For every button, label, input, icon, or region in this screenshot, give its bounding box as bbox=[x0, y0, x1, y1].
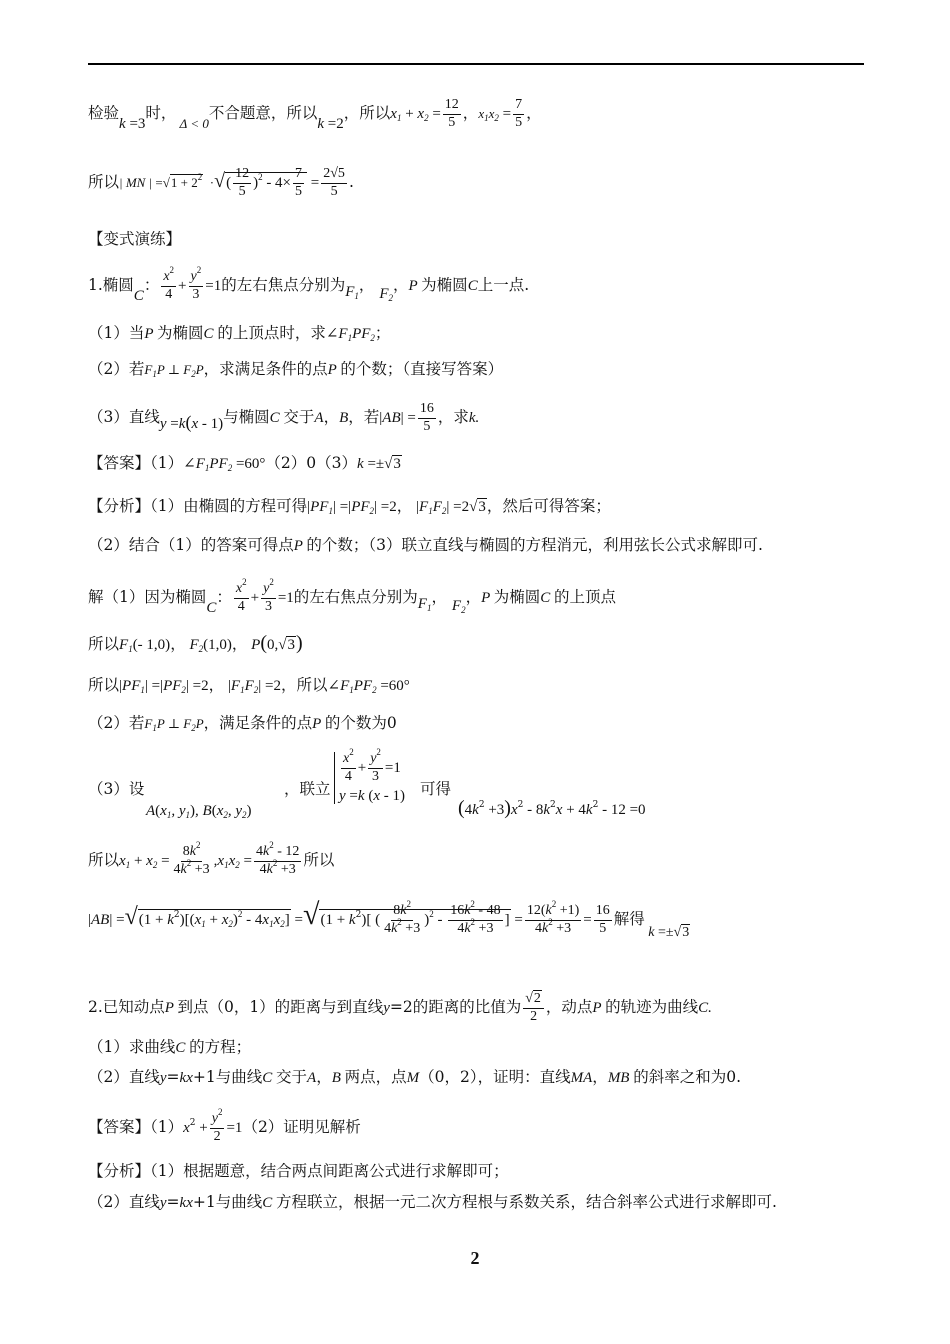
problem-1-answer: 【答案】$(1)\angle F_1PF_2 =60^\circ(2)0(3)k =\pm√3$ bbox=[88, 454, 401, 473]
solution-1-angle: 所以$|PF_1| =|PF_2| =2$， $|F_1F_2| =2$，所以$\angle F_1PF_2 =60^\circ$ bbox=[88, 676, 410, 695]
problem-1-part-3: （3）直线y =k(x - 1)与椭圆C 交于A，B，若|AB| = $\frac{16}{5}$ ，求k. bbox=[88, 401, 480, 434]
problem-2-analysis-2: （2）直线y=kx+1与曲线C 方程联立，根据一元二次方程根与系数关系，结合斜率公式进行求解即可. bbox=[88, 1193, 777, 1211]
problem-2-part-1: （1）求曲线C 的方程； bbox=[88, 1038, 252, 1056]
problem-1-analysis-2: （2）结合（1）的答案可得点P 的个数；（3）联立直线与椭圆的方程消元，利用弦长公式求解即可. bbox=[88, 536, 763, 554]
solution-1-part-2: （2）若$F_1P$ ⊥ $F_2P$，满足条件的点P 的个数为0 bbox=[88, 714, 397, 733]
problem-1-part-1: （1）当P 为椭圆C 的上顶点时，求$\angle F_1PF_2$； bbox=[88, 324, 391, 343]
header-rule bbox=[88, 63, 864, 65]
line-check-k: 检验k =3时， $_{\Delta < 0}$不合题意，所以k =2，所以$x_1 + x_2$ = $\frac{12}{5}$ ，$x_1x_2$ = $\frac{7}{5}$ ， bbox=[88, 97, 542, 133]
problem-2-analysis-1: 【分析】（1）根据题意，结合两点间距离公式进行求解即可； bbox=[88, 1162, 509, 1180]
problem-2-answer: 【答案】$(1)x^2$ + $\frac{y^2}{2}$ =1（2）证明见解析 bbox=[88, 1107, 361, 1144]
page-number: 2 bbox=[470, 1248, 480, 1268]
problem-1-part-2: （2）若$F_1P$ ⊥ $F_2P$，求满足条件的点P 的个数；（直接写答案） bbox=[88, 360, 504, 379]
problem-2-part-2: （2）直线y=kx+1与曲线C 交于A，B 两点，点M（0，2），证明：直线MA，MB 的斜率之和为0. bbox=[88, 1068, 742, 1086]
solution-vieta: 所以$x_1 + x_2$ = $\frac{8k^2}{4k^2 +3}$ $,x_1x_2$ = $\frac{4k^2 - 12}{4k^2 +3}$ 所以 bbox=[88, 840, 335, 877]
solution-1-intro: 解（1）因为椭圆C： $\frac{x^2}{4}$ + $\frac{y^2}{3}$ =1的左右焦点分别为$F_1$， $F_2$，P 为椭圆C 的上顶点 bbox=[88, 577, 617, 617]
problem-2-statement: 2.已知动点P 到点（0，1）的距离与到直线y=2的距离的比值为 $\frac{√2}{2}$ ，动点P 的轨迹为曲线C. bbox=[88, 991, 712, 1024]
line-mn-length: 所以| MN | $=√1 + 2^2$ ·√( $\frac{12}{5}$ )$^2$ - 4× $\frac{7}{5}$ = $\frac{2√5}{5}$ . bbox=[88, 166, 354, 199]
problem-1-statement: 1.椭圆C： $\frac{x^2}{4}$ + $\frac{y^2}{3}$ =1的左右焦点分别为$F_1$， $F_2$，P 为椭圆C上一点. bbox=[88, 265, 530, 305]
problem-1-analysis: 【分析】（1）由椭圆的方程可得$|PF_1| =|PF_2| =2$， $|F_1F_2| =2√3$，然后可得答案； bbox=[88, 497, 611, 516]
solution-1-coordinates: 所以$F_1(-$ 1,0)， $F_2(1,0)$， P(0,√3) bbox=[88, 632, 303, 654]
solution-chord-length: $|AB| =√(1 + k^2)[(x_1 + x_2)^2 - 4x_1x_2] =√(1 + k^2)$[ ( $\frac{8k^2}{4k^2 +3}$ )$^2$ - $\frac{16k^2 - 48}{4k^2 +3}$ ] = $\frac{12(k^2 +1)}{4k^2 +3}$ = $\frac{16}{5}$ 解得 k =±√3 bbox=[88, 898, 690, 940]
section-heading-variation: 【变式演练】 bbox=[88, 230, 182, 248]
